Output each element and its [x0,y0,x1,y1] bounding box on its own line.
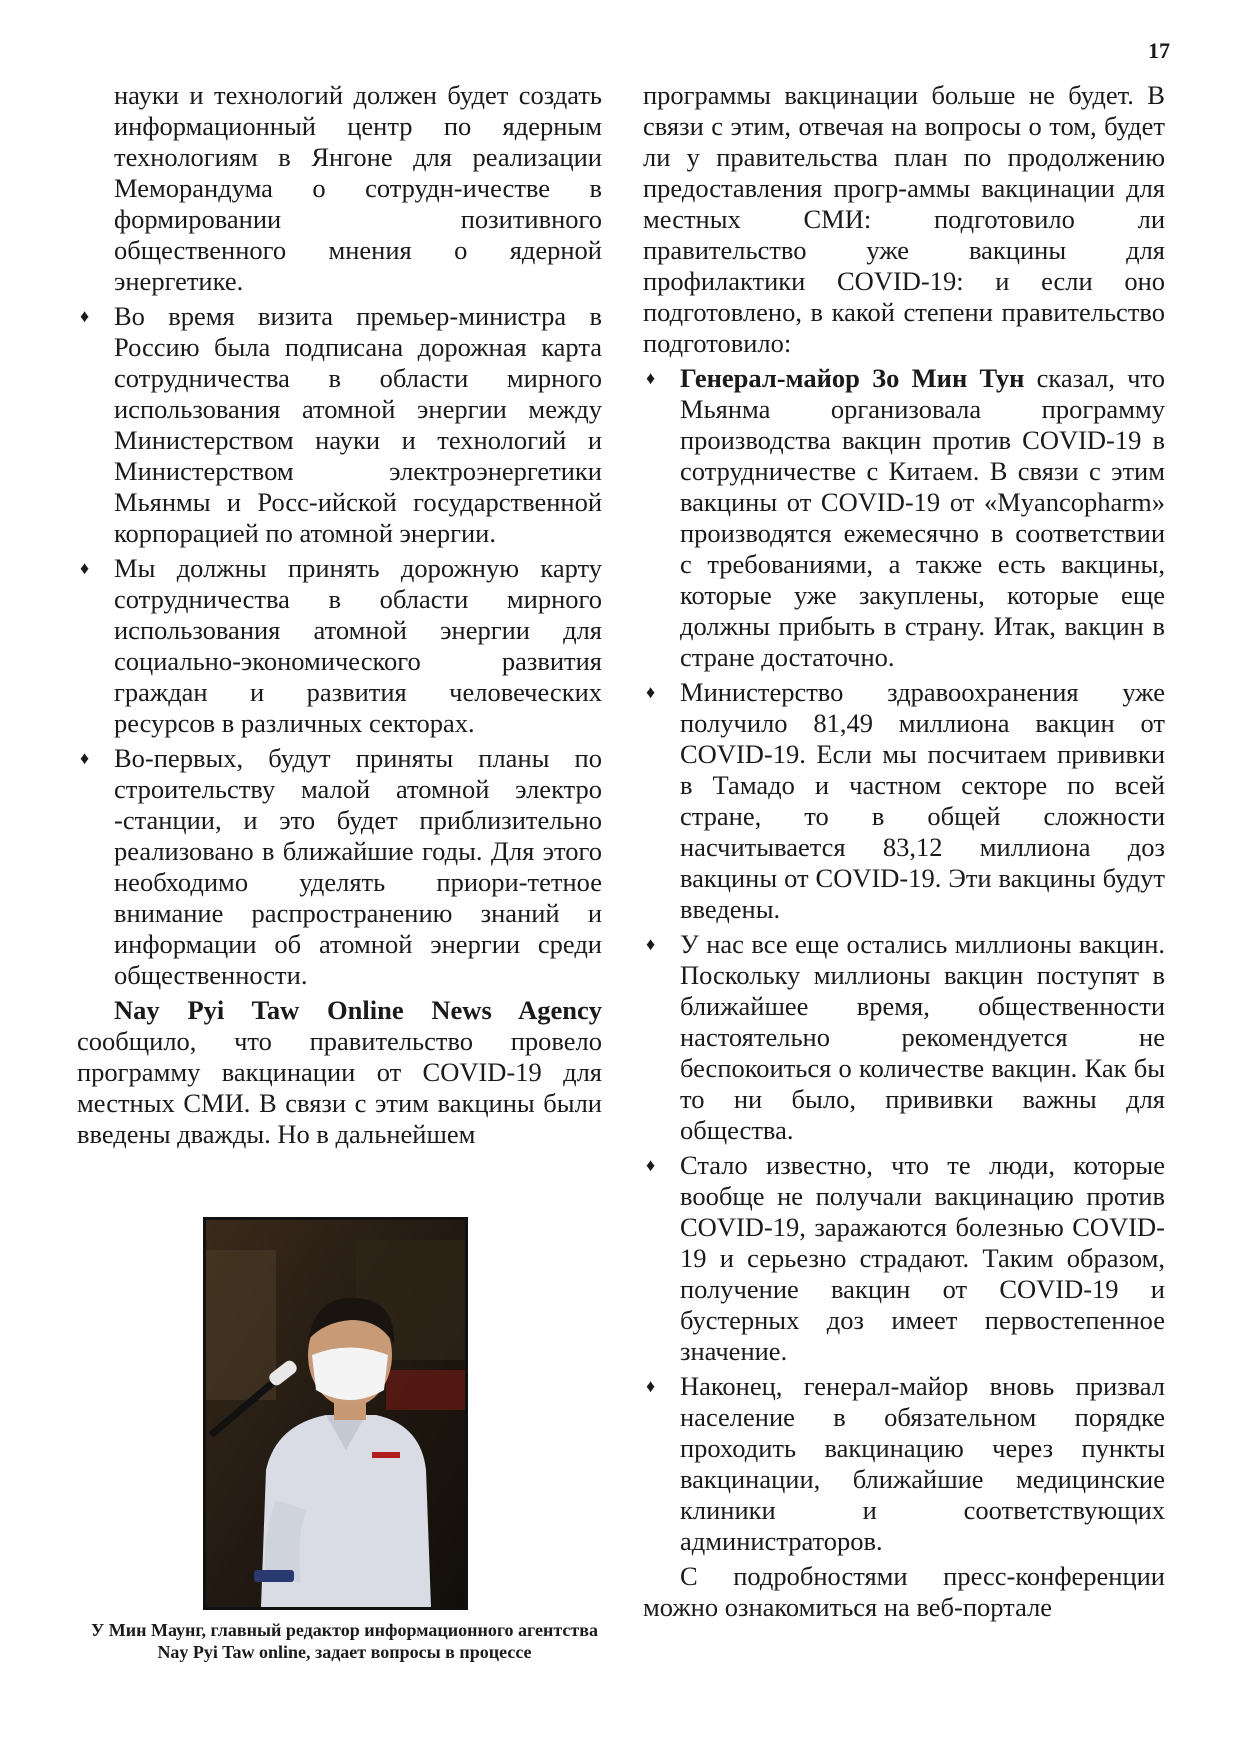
speaker-photo-illustration [206,1220,465,1607]
news-paragraph [77,995,602,1150]
bullet-text: Стало известно, что те люди, которые вообще не получали вакцинацию против COVID-19, заражаются болезнью COVID-19 и серьезно страдают. Таким образом, получение вакцин от COVID-19 и бустерных доз имеет первостепенное значение. [680,1150,1165,1366]
continuation-text: программы вакцинации больше не будет. В связи с этим, отвечая на вопросы о том, будет ли у правительства план по продолжению предоставления прогр-аммы вакцинации для местных СМИ: подготовило ли правительство уже вакцины для профилактики COVID-19: и если оно подготовлено, в какой степени правительство подготовило: [643,80,1165,358]
bullet-text: сказал, что Мьянма организовала программу производства вакцин против COVID-19 в сотрудничестве с Китаем. В связи с этим вакцины от COVID-19 от «Myancopharm» производятся ежемесячно в соответствии с требованиями, а также есть вакцины, которые уже закуплены, которые еще должны прибыть в страну. Итак, вакцин в стране достаточно. [680,363,1165,672]
bullet-text: Мы должны принять дорожную карту сотрудничества в области мирного использования атомной энергии для социально-экономического развития граждан и развития человеческих ресурсов в различных секторах. [114,553,602,738]
diamond-bullet-icon: ♦ [646,1155,656,1175]
diamond-bullet-icon: ♦ [80,748,90,768]
bullet-text: Наконец, генерал-майор вновь призвал население в обязательном порядке проходить вакцинацию через пункты вакцинации, ближайшие медицинские клиники и соответствующих администраторов. [680,1371,1165,1556]
bullet-item [77,301,602,549]
agency-name: Nay Pyi Taw Online News Agency [114,995,602,1025]
diamond-bullet-icon: ♦ [80,558,90,578]
bullet-item [77,743,602,991]
continuation-text: науки и технологий должен будет создать информационный центр по ядерным технологиям в Янгоне для реализации Меморандума о сотрудн-ичестве в формировании позитивного общественного мнения о ядерной энергетике. [114,80,602,296]
bullet-item [643,1150,1165,1367]
diamond-bullet-icon: ♦ [646,1376,656,1396]
bullet-text: Министерство здравоохранения уже получило 81,49 миллиона вакцин от COVID-19. Если мы посчитаем прививки в Тамадо и частном секторе по всей стране, то в общей сложности насчитывается 83,12 миллиона доз вакцины от COVID-19. Эти вакцины будут введены. [680,677,1165,924]
bullet-item [643,929,1165,1146]
right-column [643,80,1165,1627]
diamond-bullet-icon: ♦ [646,682,656,702]
bullet-text: У нас все еще остались миллионы вакцин. Поскольку миллионы вакцин поступят в ближайшее время, общественности настоятельно рекомендуется не беспокоиться о количестве вакцин. Как бы то ни было, прививки важны для общества. [680,929,1165,1145]
closing-paragraph: С подробностями пресс-конференции можно ознакомиться на веб-портале [643,1561,1165,1622]
bullet-item [77,553,602,739]
speaker-photo [203,1217,468,1610]
bullet-item [643,677,1165,925]
diamond-bullet-icon: ♦ [646,934,656,954]
bullet-item [643,1371,1165,1557]
photo-caption: У Мин Маунг, главный редактор информационного агентства Nay Pyi Taw online, задает вопросы в процессе [91,1620,598,1662]
news-paragraph-text: сообщило, что правительство провело программу вакцинации от COVID-19 для местных СМИ. В связи с этим вакцины были введены дважды. Но в дальнейшем [77,1026,602,1149]
bullet-item [643,363,1165,673]
page-number: 17 [1148,38,1170,63]
bullet-text: Во время визита премьер-министра в Россию была подписана дорожная карта сотрудничества в области мирного использования атомной энергии между Министерством науки и технологий и Министерством электроэнергетики Мьянмы и Росс-ийской государственной корпорацией по атомной энергии. [114,301,602,548]
general-name: Генерал-майор Зо Мин Тун [680,363,1025,393]
left-column [77,80,602,1154]
diamond-bullet-icon: ♦ [80,306,90,326]
bullet-text: Во-первых, будут приняты планы по строительству малой атомной электро -станции, и это будет приблизительно реализовано в ближайшие годы. Для этого необходимо уделять приори-тетное внимание распространению знаний и информации об атомной энергии среди общественности. [114,743,602,990]
diamond-bullet-icon: ♦ [646,368,656,388]
